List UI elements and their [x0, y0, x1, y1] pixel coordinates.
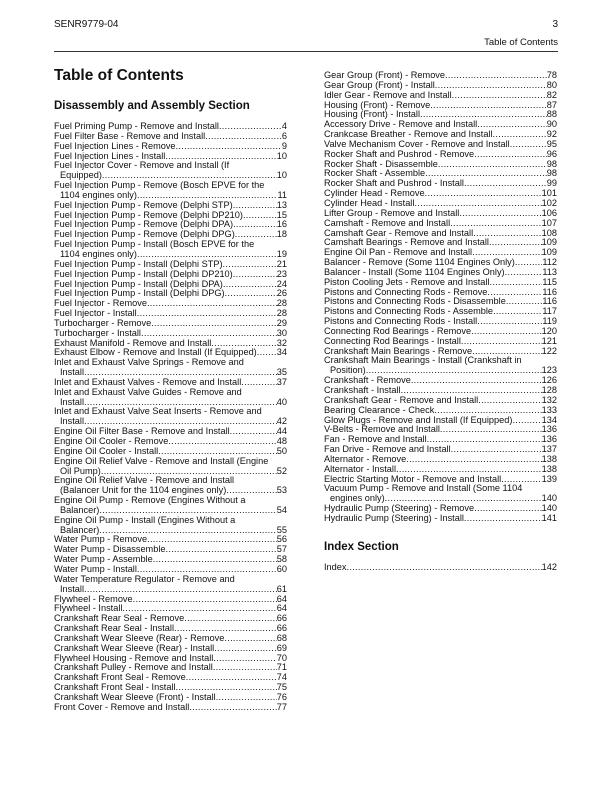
toc-entry-page-number: 115	[542, 276, 557, 287]
dot-leader	[219, 122, 282, 132]
toc-entry[interactable]	[54, 476, 287, 496]
toc-entry-title: Gear Group (Front) - Install	[324, 79, 435, 90]
toc-entry-title: Balancer - Install (Some 1104 Engines Only)	[324, 266, 505, 277]
toc-entry-title-continued: Oil Pump)	[60, 465, 101, 476]
toc-entry-title: Crankshaft Pulley - Remove and Install	[54, 662, 213, 673]
toc-entry-page-number: 58	[276, 554, 287, 565]
toc-entry-page-number: 21	[276, 258, 287, 269]
toc-entry-page-number: 138	[541, 463, 557, 474]
toc-entry-page-number: 64	[276, 593, 287, 604]
toc-entry-title: Fuel Injection Pump - Remove (Bosch EPVE for the	[54, 180, 265, 191]
page-number: 3	[552, 19, 558, 30]
toc-entry-title: Inlet and Exhaust Valve Guides - Remove and	[54, 386, 242, 397]
toc-entry-title: Crankshaft Front Seal - Install	[54, 682, 176, 693]
toc-entry-page-number: 123	[541, 365, 557, 376]
toc-entry-title: Crankshaft Main Bearings - Remove	[324, 345, 473, 356]
toc-entry-page-number: 56	[276, 534, 287, 545]
toc-entry-page-number: 34	[276, 347, 287, 358]
toc-entry[interactable]	[324, 484, 557, 504]
toc-entry-page-number: 92	[546, 129, 557, 140]
toc-entry-title: Fuel Injection Pump - Install (Delphi DPA)	[54, 278, 223, 289]
dot-leader	[411, 376, 542, 386]
toc-entry-page-number: 66	[276, 623, 287, 634]
toc-entry-title: Flywheel - Install	[54, 603, 123, 614]
toc-entry-title: Pistons and Connecting Rods - Assemble	[324, 306, 494, 317]
dot-leader	[471, 327, 542, 337]
dot-leader	[223, 280, 277, 290]
toc-entry-page-number: 136	[541, 434, 557, 445]
toc-entry-title: Crankshaft Wear Sleeve (Rear) - Install	[54, 642, 215, 653]
toc-entry-title: Turbocharger - Remove	[54, 317, 152, 328]
dot-leader	[445, 71, 547, 81]
toc-entry-title: Water Pump - Install	[54, 563, 137, 574]
toc-entry-title: Water Pump - Disassemble	[54, 544, 166, 555]
toc-entry[interactable]	[54, 161, 287, 181]
toc-entry-title: Water Temperature Regulator - Remove and	[54, 573, 235, 584]
dot-leader	[147, 535, 277, 545]
toc-entry-page-number: 15	[276, 209, 287, 220]
toc-entry-page-number: 50	[276, 445, 287, 456]
dot-leader	[205, 132, 282, 142]
toc-entry-page-number: 140	[541, 493, 557, 504]
toc-entry-page-number: 136	[541, 424, 557, 435]
toc-entry-title: Pistons and Connecting Rods - Remove	[324, 286, 488, 297]
toc-entry-title: Fuel Priming Pump - Remove and Install	[54, 121, 219, 131]
toc-entry-page-number: 24	[276, 278, 287, 289]
toc-entry-title: Hydraulic Pump (Steering) - Remove	[324, 503, 475, 514]
toc-entry-page-number: 132	[541, 394, 557, 405]
toc-entry-title: Turbocharger - Install	[54, 327, 141, 338]
toc-entry-page-number: 139	[541, 473, 557, 484]
toc-entry-page-number: 96	[546, 148, 557, 159]
toc-entry-title-continued: (Balancer Unit for the 1104 engines only)	[60, 485, 227, 496]
toc-entry-title-continued: Install	[60, 396, 85, 407]
dot-leader	[186, 673, 277, 683]
dot-leader	[243, 211, 277, 221]
toc-entry-title: Inlet and Exhaust Valves - Remove and Install	[54, 376, 242, 387]
toc-entry-page-number: 32	[276, 337, 287, 348]
toc-entry-page-number: 78	[546, 70, 557, 80]
toc-entry-page-number: 119	[542, 316, 557, 327]
toc-entry-page-number: 57	[276, 544, 287, 555]
toc-entry[interactable]	[54, 496, 287, 516]
header-rule	[54, 51, 558, 52]
toc-entry-page-number: 142	[541, 561, 557, 572]
toc-entry-page-number: 26	[276, 288, 287, 299]
toc-entry-title: Valve Mechanism Cover - Remove and Install	[324, 138, 510, 149]
toc-entry-page-number: 70	[276, 652, 287, 663]
toc-entry-title: Vacuum Pump - Remove and Install (Some 1104	[324, 483, 523, 494]
dot-leader	[213, 663, 277, 673]
dot-leader	[168, 437, 276, 447]
toc-entry-title: Fuel Injection Pump - Install (Bosch EPVE for the	[54, 239, 255, 250]
toc-entry-title-continued: Install	[60, 416, 85, 427]
toc-entry-page-number: 53	[276, 485, 287, 496]
toc-entry-page-number: 102	[541, 197, 557, 208]
toc-entry[interactable]	[54, 457, 287, 477]
toc-column-left	[54, 67, 287, 713]
dot-leader	[165, 545, 276, 555]
toc-entry-page-number: 122	[541, 345, 557, 356]
dot-leader	[474, 150, 547, 160]
toc-entry-page-number: 82	[546, 89, 557, 100]
toc-entry-title-continued: 1104 engines only)	[60, 248, 137, 259]
toc-entry-title: Crankshaft - Install	[324, 385, 401, 395]
toc-entry-title: Fuel Injection Pump - Remove (Delphi DP210)	[54, 209, 243, 220]
toc-entry-page-number: 140	[541, 503, 557, 514]
toc-entry-title: Rocker Shaft and Pushrod - Install	[324, 178, 464, 189]
toc-entry-title: Water Pump - Assemble	[54, 554, 153, 565]
toc-entry-title: Housing (Front) - Remove	[324, 99, 431, 110]
toc-entry-title: Crankshaft Rear Seal - Remove	[54, 613, 185, 624]
toc-entry-page-number: 116	[542, 296, 557, 307]
toc-entry-title-continued: Install	[60, 583, 85, 594]
toc-entry-title: Idler Gear - Remove and Install	[324, 89, 452, 100]
dot-leader	[213, 654, 276, 664]
toc-entry-title: Crankshaft Front Seal - Remove	[54, 672, 186, 683]
dot-leader	[461, 337, 542, 347]
toc-entry-page-number: 61	[276, 583, 287, 594]
toc-entry-page-number: 133	[541, 404, 557, 415]
toc-entry-page-number: 107	[541, 217, 557, 228]
toc-entry-title: Fuel Injection Pump - Install (Delphi DP210)	[54, 268, 233, 279]
toc-entry-page-number: 98	[546, 158, 557, 169]
toc-entry-page-number: 138	[541, 453, 557, 464]
toc-entry-page-number: 10	[276, 170, 287, 181]
dot-leader	[133, 595, 277, 605]
toc-entry-page-number: 80	[546, 79, 557, 90]
toc-entry-page-number: 69	[276, 642, 287, 653]
toc-entry-title: Engine Oil Cooler - Install	[54, 445, 159, 456]
dot-leader	[184, 614, 277, 624]
toc-entry-title: Fuel Injection Lines - Install	[54, 150, 166, 161]
toc-entry-title: Camshaft - Remove and Install	[324, 217, 451, 228]
toc-entry-title: Flywheel - Remove	[54, 593, 133, 604]
toc-entry-title: Engine Oil Pump - Remove (Engines Without a	[54, 495, 246, 506]
toc-entry-page-number: 88	[546, 109, 557, 120]
toc-entry-title-continued: Install	[60, 367, 85, 378]
toc-entry-title-continued: Balancer)	[60, 504, 100, 515]
dot-leader	[493, 307, 542, 317]
dot-leader	[452, 91, 547, 101]
dot-leader	[489, 278, 542, 288]
toc-entry-title: Rocker Shaft and Pushrod - Remove	[324, 148, 475, 159]
toc-entry-title: Front Cover - Remove and Install	[54, 701, 190, 712]
toc-entry-title: Crankshaft Gear - Remove and Install	[324, 394, 479, 405]
toc-entry-page-number: 9	[281, 140, 287, 151]
dot-leader	[241, 378, 277, 388]
toc-entry-page-number: 28	[276, 308, 287, 319]
toc-entry-title: Hydraulic Pump (Steering) - Install	[324, 512, 464, 523]
toc-entry-page-number: 128	[541, 385, 557, 395]
toc-list-right	[324, 71, 557, 524]
toc-entry-page-number: 99	[546, 178, 557, 189]
toc-entry-title: Accessory Drive - Remove and Install	[324, 119, 478, 130]
toc-entry-title: Flywheel Housing - Remove and Install	[54, 652, 214, 663]
dot-leader	[515, 258, 543, 268]
dot-leader	[430, 101, 547, 111]
toc-entry-title: Crankshaft - Remove	[324, 375, 411, 386]
toc-entry-title-continued: 1104 engines only)	[60, 189, 137, 200]
toc-entry-page-number: 87	[546, 99, 557, 110]
dot-leader	[489, 238, 542, 248]
toc-entry[interactable]	[54, 575, 287, 595]
toc-entry-page-number: 13	[276, 199, 287, 210]
toc-entry-page-number: 126	[541, 375, 557, 386]
toc-entry-title: Fuel Injection Pump - Remove (Delphi STP)	[54, 199, 233, 210]
toc-entry[interactable]	[324, 563, 557, 573]
toc-entry-title: Inlet and Exhaust Valve Springs - Remove and	[54, 357, 244, 368]
toc-entry-title: Crankshaft Wear Sleeve (Rear) - Remove	[54, 632, 225, 643]
dot-leader	[214, 644, 277, 654]
toc-entry-page-number: 4	[281, 121, 287, 131]
toc-entry-page-number: 77	[276, 701, 287, 712]
dot-leader	[425, 189, 542, 199]
toc-entry-title: Cylinder Head - Remove	[324, 188, 425, 199]
toc-entry-page-number: 95	[546, 138, 557, 149]
page-header-doc-id: SENR9779-04	[54, 19, 119, 30]
toc-entry-title: Fuel Filter Base - Remove and Install	[54, 130, 206, 141]
dot-leader	[464, 179, 547, 189]
toc-entry-title: Fuel Injector - Install	[54, 308, 137, 319]
toc-entry-page-number: 106	[541, 207, 557, 218]
toc-entry-title: Rocker Shaft - Disassemble	[324, 158, 438, 169]
toc-entry-page-number: 54	[276, 504, 287, 515]
toc-entry-title: Index	[324, 561, 347, 572]
toc-entry-title-continued: engines only)	[330, 493, 385, 504]
toc-entry-page-number: 76	[276, 691, 287, 702]
dot-leader	[153, 555, 277, 565]
toc-entry-title: Engine Oil Cooler - Remove	[54, 436, 169, 446]
running-head: Table of Contents	[484, 37, 558, 48]
toc-entry[interactable]	[54, 388, 287, 408]
toc-entry-title: Fan - Remove and Install	[324, 434, 427, 445]
toc-entry-page-number: 117	[542, 306, 557, 317]
section-heading-index: Index Section	[324, 540, 399, 553]
toc-entry[interactable]	[54, 516, 287, 536]
dot-leader	[464, 514, 542, 524]
toc-entry-page-number: 48	[276, 436, 287, 446]
toc-entry[interactable]	[54, 240, 287, 260]
toc-entry-title: Camshaft Gear - Remove and Install	[324, 227, 474, 238]
toc-entry-page-number: 109	[541, 237, 557, 248]
toc-entry-title: Engine Oil Pan - Remove and Install	[324, 247, 473, 258]
toc-entry-page-number: 116	[542, 286, 557, 297]
dot-leader	[176, 142, 282, 152]
toc-entry-page-number: 108	[541, 227, 557, 238]
toc-entry-page-number: 16	[276, 219, 287, 230]
toc-entry-title: Engine Oil Pump - Install (Engines Without a	[54, 514, 236, 525]
dot-leader	[505, 268, 543, 278]
toc-entry-page-number: 11	[277, 189, 287, 200]
toc-entry-title: Crankshaft Wear Sleeve (Front) - Install	[54, 691, 216, 702]
toc-entry-title-continued: Position)	[330, 365, 366, 376]
toc-entry-page-number: 101	[541, 188, 557, 199]
dot-leader	[233, 220, 277, 230]
toc-entry-page-number: 109	[541, 247, 557, 258]
toc-entry-title: Fuel Injection Pump - Install (Delphi STP)	[54, 258, 223, 269]
toc-entry-title: Fan Drive - Remove and Install	[324, 444, 451, 455]
dot-leader	[346, 563, 541, 573]
toc-entry[interactable]	[54, 181, 287, 201]
toc-entry-title: Balancer - Remove (Some 1104 Engines Only)	[324, 257, 515, 268]
dot-leader	[510, 140, 547, 150]
toc-entry-title: Camshaft Bearings - Remove and Install	[324, 237, 489, 248]
toc-entry-title: Fuel Injection Lines - Remove	[54, 140, 176, 151]
toc-entry-title: Bearing Clearance - Check	[324, 404, 435, 415]
dot-leader	[438, 160, 547, 170]
dot-leader	[189, 703, 276, 713]
dot-leader	[230, 427, 277, 437]
toc-entry-page-number: 40	[276, 396, 287, 407]
dot-leader	[440, 425, 542, 435]
toc-entry-page-number: 35	[276, 367, 287, 378]
toc-list-left	[54, 122, 287, 713]
toc-entry-page-number: 137	[541, 444, 557, 455]
section-heading-disassembly: Disassembly and Assembly Section	[54, 100, 250, 112]
dot-leader	[224, 634, 276, 644]
toc-entry-title-continued: Balancer)	[60, 524, 100, 535]
toc-column-right	[324, 71, 557, 573]
dot-leader	[151, 319, 277, 329]
dot-leader	[459, 209, 541, 219]
toc-entry-title: Fuel Injector - Remove	[54, 298, 147, 309]
toc-entry-page-number: 120	[541, 325, 557, 336]
toc-entry[interactable]	[324, 514, 557, 524]
dot-leader	[137, 309, 277, 319]
toc-entry-page-number: 66	[276, 613, 287, 624]
toc-entry-title: Alternator - Remove	[324, 453, 407, 464]
toc-entry-title: Fuel Injector Cover - Remove and Install (If	[54, 160, 230, 171]
toc-entry-page-number: 19	[276, 248, 287, 259]
toc-entry-title: Connecting Rod Bearings - Remove	[324, 325, 472, 336]
toc-entry-title: Crankcase Breather - Remove and Install	[324, 129, 493, 140]
toc-entry-page-number: 10	[276, 150, 287, 161]
toc-entry-title: Exhaust Manifold - Remove and Install	[54, 337, 212, 348]
toc-list-index	[324, 563, 557, 573]
toc-entry-page-number: 37	[276, 376, 287, 387]
dot-leader	[225, 289, 277, 299]
toc-entry-page-number: 52	[276, 465, 287, 476]
page-title: Table of Contents	[54, 67, 184, 84]
toc-entry-title: Exhaust Elbow - Remove and Install (If Equipped)	[54, 347, 257, 358]
toc-entry-title: Crankshaft Rear Seal - Install	[54, 623, 174, 634]
toc-entry-title: Water Pump - Remove	[54, 534, 148, 545]
toc-entry-title: Electric Starting Motor - Remove and Install	[324, 473, 502, 484]
toc-entry-title: Inlet and Exhaust Valve Seat Inserts - Remove and	[54, 406, 262, 417]
toc-entry-title: Alternator - Install	[324, 463, 396, 474]
dot-leader	[147, 299, 277, 309]
toc-entry-title: Engine Oil Relief Valve - Remove and Install (Engine	[54, 455, 269, 466]
dot-leader	[512, 416, 541, 426]
toc-entry-page-number: 28	[276, 298, 287, 309]
toc-entry-title: Engine Oil Relief Valve - Remove and Install	[54, 475, 235, 486]
toc-entry-page-number: 42	[276, 416, 287, 427]
toc-entry-title: Cylinder Head - Install	[324, 197, 415, 208]
toc-entry-title: Pistons and Connecting Rods - Disassemble	[324, 296, 506, 307]
toc-entry-title-continued: Equipped)	[60, 170, 102, 181]
toc-entry-title: Gear Group (Front) - Remove	[324, 70, 446, 80]
dot-leader	[478, 396, 541, 406]
toc-entry-title: Pistons and Connecting Rods - Install	[324, 316, 478, 327]
toc-entry-title: V-Belts - Remove and Install	[324, 424, 440, 435]
toc-entry-title: Fuel Injection Pump - Remove (Delphi DPG)	[54, 229, 235, 240]
toc-entry-title: Rocker Shaft - Assemble	[324, 168, 426, 179]
dot-leader	[474, 504, 542, 514]
toc-entry-page-number: 29	[276, 317, 287, 328]
toc-entry-title: Fuel Injection Pump - Install (Delphi DPG)	[54, 288, 225, 299]
dot-leader	[257, 348, 277, 358]
dot-leader	[406, 455, 541, 465]
toc-entry-title: Housing (Front) - Install	[324, 109, 420, 120]
dot-leader	[233, 270, 277, 280]
toc-entry-page-number: 90	[546, 119, 557, 130]
toc-entry-page-number: 75	[276, 682, 287, 693]
toc-entry-page-number: 68	[276, 632, 287, 643]
toc-entry-title: Lifter Group - Remove and Install	[324, 207, 460, 218]
toc-entry-title: Glow Plugs - Remove and Install (If Equipped)	[324, 414, 513, 425]
toc-entry-title: Piston Cooling Jets - Remove and Install	[324, 276, 490, 287]
toc-entry-title: Fuel Injection Pump - Remove (Delphi DPA)	[54, 219, 234, 230]
dot-leader	[451, 445, 542, 455]
toc-entry-page-number: 98	[546, 168, 557, 179]
toc-entry-page-number: 64	[276, 603, 287, 614]
toc-entry-page-number: 74	[276, 672, 287, 683]
toc-entry[interactable]	[54, 703, 287, 713]
toc-entry-title: Connecting Rod Bearings - Install	[324, 335, 461, 346]
toc-entry-page-number: 71	[276, 662, 287, 673]
dot-leader	[477, 317, 542, 327]
toc-entry-title: Engine Oil Filter Base - Remove and Install	[54, 426, 230, 437]
toc-entry-page-number: 134	[541, 414, 557, 425]
toc-entry-page-number: 6	[281, 130, 287, 141]
toc-entry[interactable]	[54, 407, 287, 427]
dot-leader	[506, 297, 543, 307]
toc-entry-page-number: 112	[542, 257, 557, 268]
toc-entry-page-number: 113	[542, 266, 557, 277]
toc-entry-page-number: 141	[541, 512, 557, 523]
toc-entry-page-number: 30	[276, 327, 287, 338]
toc-entry-page-number: 55	[276, 524, 287, 535]
toc-entry-page-number: 44	[276, 426, 287, 437]
toc-entry-title: Crankshaft Main Bearings - Install (Crankshaft in	[324, 355, 522, 366]
toc-entry-page-number: 18	[276, 229, 287, 240]
toc-entry-page-number: 60	[276, 563, 287, 574]
dot-leader	[216, 693, 277, 703]
toc-entry-page-number: 23	[276, 268, 287, 279]
toc-entry[interactable]	[54, 358, 287, 378]
toc-entry-page-number: 121	[541, 335, 557, 346]
toc-entry[interactable]	[324, 356, 557, 376]
